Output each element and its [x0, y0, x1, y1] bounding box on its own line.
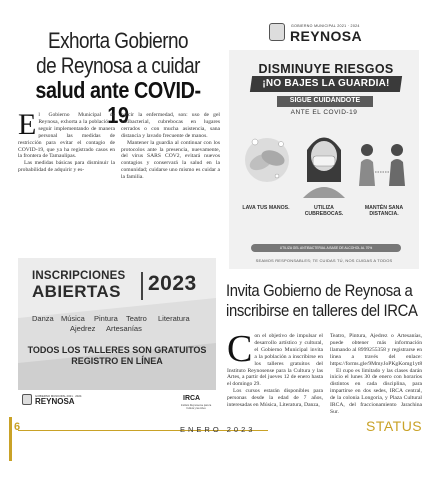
article2-dropcap: C	[227, 328, 253, 370]
reynosa-seal-icon	[269, 23, 285, 41]
face-mask-icon	[303, 138, 345, 199]
irca-free-line: TODOS LOS TALLERES SON GRATUITOS	[27, 345, 207, 355]
article2-col2-para1: Teatro, Pintura, Ajedrez o Artesanías, puede obtener más información llamando al 8999255358 y registrarse en línea a través del enlace: https://forms.gle/9MmyJoPKgKomg1yt8	[330, 333, 423, 367]
irca-title2: ABIERTAS	[32, 282, 121, 301]
irca-discipline: Artesanías	[106, 324, 142, 333]
irca-year: 2023	[148, 272, 197, 295]
article1-headline-line3: salud ante COVID-19	[35, 77, 201, 128]
article1-column1	[18, 108, 115, 174]
irca-discipline: Ajedrez	[70, 324, 96, 333]
issue-date: ENERO 2023	[180, 425, 256, 434]
covid-poster-title1: DISMINUYE RIESGOS	[258, 62, 394, 76]
article1-col1-para2: Las medidas básicas para disminuir la probabilidad de adquirir y es-	[18, 160, 115, 174]
article1-column2	[121, 112, 220, 181]
article2-col1-para1: on el objetivo de impulsar el desarrollo artístico y cultural, el Gobierno Municipal invita a la población a inscribirse en los talleres gratuitos del Instituto Reynosense para la Cultura y las Artes, a partir del jueves 12 de enero hasta el domingo 29.	[227, 333, 323, 388]
irca-poster	[18, 258, 216, 416]
article1-headline-line2: de Reynosa a cuidar	[36, 53, 200, 78]
irca-title-separator	[141, 272, 143, 300]
irca-discipline: Pintura	[94, 314, 118, 323]
article1-col1-para1: l Gobierno Municipal de Reynosa, exhorta a la población a seguir implementando de manera personal las medidas de restricción para evitar el contagio de COVID-19, que ya ha registrado casos en la frontera de Tamaulipas.	[18, 112, 115, 160]
irca-register-line: REGISTRO EN LÍNEA	[71, 356, 163, 366]
covid-poster-sub2: ANTE EL COVID-19	[290, 109, 358, 116]
irca-discipline: Literatura	[158, 314, 190, 323]
irca-logo: IRCA	[183, 395, 201, 402]
article2-headline-line1: Invita Gobierno de Reynosa a	[226, 282, 413, 300]
irca-discipline: Música	[61, 314, 85, 323]
article2-col1-para2: Los cursos estarán disponibles para personas desde la edad de 7 años, interesadas en Música, Literatura, Danza,	[227, 388, 323, 409]
covid-poster-brand: REYNOSA	[290, 28, 363, 44]
covid-item-mask: UTILIZA CUBREBOCAS.	[304, 205, 344, 217]
article1-col2-para1: parcir la enfermedad, son: uso de gel antibacterial, cubrebocas en lugares cerrados o con mucha asistencia, sana distancia y lavado frecuente de manos.	[121, 112, 220, 139]
irca-discipline: Danza	[32, 314, 54, 323]
covid-gel-text: UTILIZA GEL ANTIBACTERIAL A BASE DE ALCOHOL AL 70%	[279, 246, 373, 250]
hand-washing-icon	[245, 138, 289, 182]
article2-headline-line2: inscribirse en talleres del IRCA	[226, 302, 418, 320]
section-name: STATUS	[366, 418, 423, 434]
irca-gov-line: GOBIERNO MUNICIPAL 2021 · 2024	[35, 394, 82, 398]
page-number: 6	[14, 421, 21, 433]
article1-col2-para2: Mantener la guardia al continuar con los protocolos ante la presencia, nuevamente, del virus SARS COV2, evitará nuevos contagios y conservará la salud en la comunidad; cuidarse uno mismo es cuidar a la familia.	[121, 139, 220, 181]
covid-poster-gov-line: GOBIERNO MUNICIPAL 2021 · 2024	[291, 24, 360, 28]
irca-logo-subtitle: Instituto Reynosense para la Cultura y las Artes	[180, 404, 212, 410]
reynosa-seal-icon	[22, 394, 32, 405]
irca-title1: INSCRIPCIONES	[32, 270, 126, 282]
page-number-bar	[9, 417, 12, 461]
social-distance-icon	[359, 144, 405, 186]
article2-column2	[330, 333, 422, 416]
covid-poster-title2: ¡NO BAJES LA GUARDIA!	[262, 78, 390, 89]
article1-dropcap: E	[18, 108, 37, 141]
irca-discipline: Teatro	[126, 314, 147, 323]
article1-headline-line1: Exhorta Gobierno	[47, 28, 189, 53]
covid-poster-sub1: SIGUE CUIDÁNDOTE	[289, 97, 361, 104]
irca-poster-footer	[18, 390, 216, 416]
article2-col2-para2: El cupo es limitado y las clases darán inicio el lunes 30 de enero con horarios distintos en cada disciplina, para impartirse en dos sedes, IRCA central, de la colonia Longoria, y Plaza Cultural IRCA, del fraccionamiento Jarachina Sur.	[330, 367, 422, 415]
covid-item-wash-hands: LAVA TUS MANOS.	[242, 205, 290, 211]
article2-column1	[227, 328, 323, 409]
covid-item-distance: MANTÉN SANA DISTANCIA.	[364, 205, 404, 217]
irca-brand: REYNOSA	[35, 397, 75, 406]
covid-poster-footer: SEAMOS RESPONSABLES; TE CUIDAS TÚ, NOS CUIDAS A TODOS	[255, 258, 393, 263]
covid-poster	[229, 20, 419, 269]
